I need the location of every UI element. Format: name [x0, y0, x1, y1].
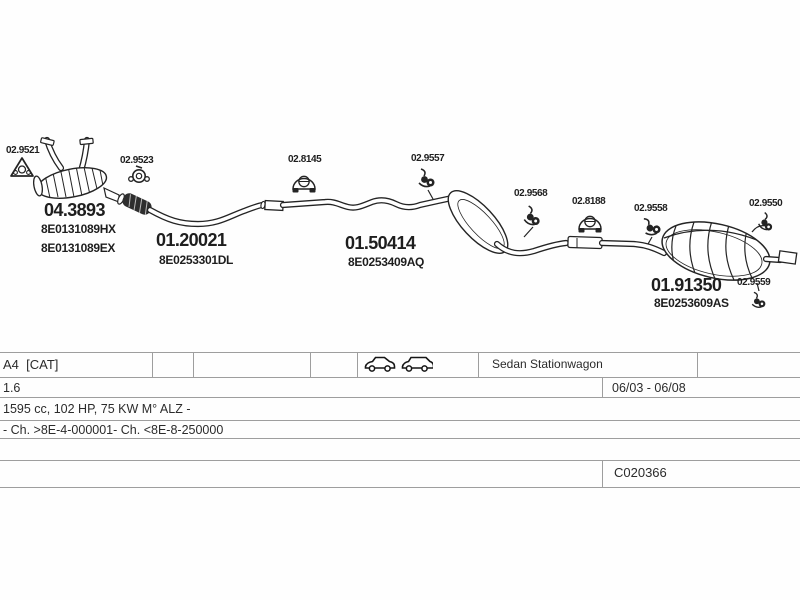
hanger-icon: [419, 169, 435, 187]
part-code-front-pipe: 01.20021: [156, 230, 227, 250]
model-name: A4 [CAT]: [3, 357, 59, 372]
oe-number-rear-silencer: 8E0253609AS: [654, 296, 729, 310]
body-styles: Sedan Stationwagon: [492, 357, 603, 371]
part-code-hanger-centre: 02.9568: [514, 188, 548, 199]
hanger-icon: [642, 215, 662, 236]
hanger-icon: [752, 292, 765, 307]
engine-capacity: 1.6: [3, 381, 21, 395]
part-code-bracket-tail: 02.9550: [749, 198, 783, 209]
front-pipe: [150, 201, 266, 224]
oe-number-catalyst-1: 8E0131089HX: [41, 222, 116, 236]
part-code-rear-silencer: 01.91350: [651, 275, 722, 295]
oe-number-catalyst-2: 8E0131089EX: [41, 241, 116, 255]
vehicle-spec-table: [0, 352, 800, 488]
sedan-icon: [363, 355, 396, 373]
part-code-hanger-tailpipe: 02.9559: [737, 277, 771, 288]
part-code-gasket-front: 02.9521: [6, 145, 40, 156]
rear-connecting-pipe: [568, 236, 664, 253]
clamp-icon: [293, 176, 316, 192]
oe-number-front-pipe: 8E0253301DL: [159, 253, 234, 267]
cat-inlet-pipes: [40, 138, 93, 171]
part-code-hanger-front: 02.9557: [411, 153, 445, 164]
part-code-clamp-front: 02.8145: [288, 154, 322, 165]
flex-joint: [120, 191, 153, 216]
engine-details: 1595 cc, 102 HP, 75 KW M° ALZ -: [3, 402, 191, 416]
centre-pipe: [265, 198, 452, 210]
document-code: C020366: [614, 465, 667, 480]
catalytic-converter: [32, 163, 126, 206]
part-code-catalyst: 04.3893: [44, 200, 105, 220]
part-code-sleeve-clamp: 02.8188: [572, 196, 606, 207]
part-code-centre-silencer: 01.50414: [345, 233, 416, 253]
hanger-icon: [524, 206, 542, 226]
gasket-ring-icon: [129, 166, 150, 182]
oe-number-centre-silencer: 8E0253409AQ: [348, 255, 425, 269]
part-code-hanger-rear: 02.9558: [634, 203, 668, 214]
hanger-icon: [758, 212, 777, 232]
gasket-triangle-icon: [11, 158, 33, 176]
clamp-icon: [579, 216, 602, 232]
body-style-icons: [363, 355, 433, 373]
chassis-range: - Ch. >8E-4-000001- Ch. <8E-8-250000: [3, 423, 224, 437]
part-code-gasket-cat-outlet: 02.9523: [120, 155, 154, 166]
stationwagon-icon: [400, 355, 433, 373]
production-period: 06/03 - 06/08: [612, 381, 686, 395]
